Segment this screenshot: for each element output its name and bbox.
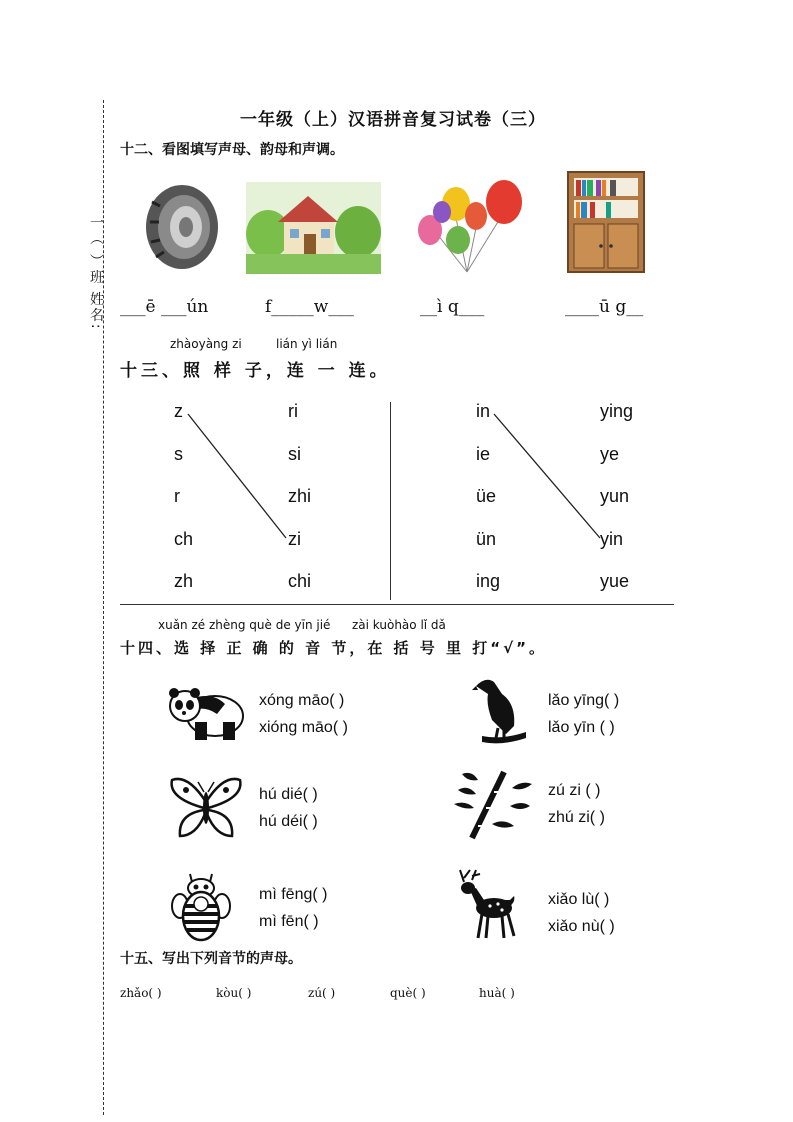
syllable-3[interactable]: zú( ) [308,986,336,1000]
section15-heading: 十五、写出下列音节的声母。 [120,951,302,967]
syllable-2[interactable]: kòu( ) [216,986,252,1000]
right-item-1[interactable]: in [476,401,491,421]
left-match-5[interactable]: chi [288,571,312,591]
right-item-4[interactable]: ün [476,529,497,549]
left-item-2[interactable]: s [174,444,183,464]
deer-icon [456,866,522,942]
right-item-2[interactable]: ie [476,444,491,464]
left-match-3[interactable]: zhi [288,486,312,506]
blank-2[interactable]: f_____w___ [265,297,354,317]
section14-heading: 十四、选 择 正 确 的 音 节，在 括 号 里 打“√”。 [120,639,547,657]
eagle-option-2[interactable]: lǎo yīn ( ) [548,719,615,736]
example-line-left [188,414,286,538]
right-match-2[interactable]: ye [600,444,620,464]
class-name-label: 一（ ）班 姓名: [88,215,104,331]
butterfly-icon [168,774,244,840]
syllable-5[interactable]: huà( ) [479,986,515,1000]
left-match-1[interactable]: ri [288,401,298,421]
section13-pinyin-b: lián yì lián [276,337,338,351]
blank-4[interactable]: ____ū g__ [565,297,644,317]
blank-1[interactable]: ___ē ___ún [120,297,209,317]
section13-heading: 十三、照 样 子，连 一 连。 [120,361,391,381]
eagle-icon [472,674,528,750]
bee-option-2[interactable]: mì fēn( ) [259,913,319,930]
bamboo-option-2[interactable]: zhú zi( ) [548,809,605,826]
section14-pinyin-a: xuǎn zé zhèng què de yīn jié [158,618,331,632]
left-item-5[interactable]: zh [174,571,194,591]
left-match-4[interactable]: zi [288,529,301,549]
section12-heading: 十二、看图填写声母、韵母和声调。 [120,142,344,158]
butterfly-option-2[interactable]: hú déi( ) [259,813,318,830]
panda-option-2[interactable]: xióng māo( ) [259,719,348,736]
left-item-1[interactable]: z [174,401,183,421]
blank-3[interactable]: __ì q___ [420,297,485,317]
bamboo-icon [452,770,534,840]
right-item-3[interactable]: üe [476,486,497,506]
bee-icon [172,874,230,944]
syllable-1[interactable]: zhǎo( ) [120,986,162,1000]
left-match-2[interactable]: si [288,444,301,464]
right-match-3[interactable]: yun [600,486,630,506]
bee-option-1[interactable]: mì fēng( ) [259,886,328,903]
right-match-5[interactable]: yue [600,571,630,591]
eagle-option-1[interactable]: lǎo yīng( ) [548,692,620,709]
butterfly-option-1[interactable]: hú dié( ) [259,786,318,803]
example-line-right [494,414,600,538]
section13-pinyin-a: zhàoyàng zi [170,337,242,351]
syllable-4[interactable]: què( ) [390,986,426,1000]
deer-option-1[interactable]: xiǎo lù( ) [548,891,610,908]
right-match-4[interactable]: yin [600,529,624,549]
panda-option-1[interactable]: xóng māo( ) [259,692,345,709]
deer-option-2[interactable]: xiǎo nù( ) [548,918,615,935]
bamboo-option-1[interactable]: zú zi ( ) [548,782,601,799]
section-divider [120,604,674,605]
right-item-5[interactable]: ing [476,571,501,591]
panda-icon [165,684,245,742]
left-item-3[interactable]: r [174,486,180,506]
section14-pinyin-b: zài kuòhào lǐ dǎ [352,618,446,632]
page-title: 一年级（上）汉语拼音复习试卷（三） [240,110,546,130]
left-item-4[interactable]: ch [174,529,194,549]
right-match-1[interactable]: ying [600,401,634,421]
